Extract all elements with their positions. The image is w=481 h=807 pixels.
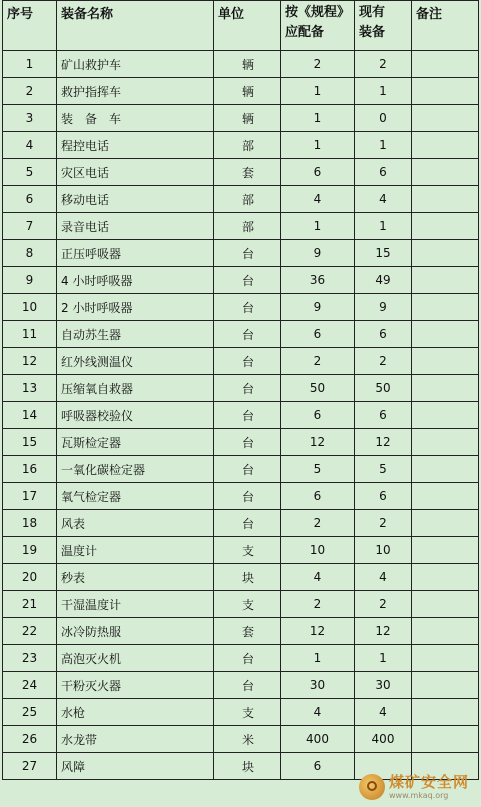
header-required [281,1,355,51]
row-current: 2 [355,591,412,618]
row-current: 49 [355,267,412,294]
row-name: 录音电话 [57,213,214,240]
row-unit: 台 [214,456,281,483]
row-current: 12 [355,429,412,456]
row-name: 矿山救护车 [57,51,214,78]
row-name: 温度计 [57,537,214,564]
row-index: 20 [3,564,57,591]
table-row [3,402,479,429]
watermark-title: 煤矿安全网 [389,772,470,791]
row-remarks [412,645,479,672]
row-unit: 台 [214,483,281,510]
row-remarks [412,591,479,618]
table-row [3,645,479,672]
row-index: 8 [3,240,57,267]
watermark-text [389,772,470,800]
row-remarks [412,375,479,402]
row-required: 400 [281,726,355,753]
row-current: 50 [355,375,412,402]
row-index: 5 [3,159,57,186]
row-remarks [412,456,479,483]
header-current-line1: 现有 [359,5,386,20]
header-remarks: 备注 [412,1,479,51]
row-current: 1 [355,78,412,105]
table-row [3,537,479,564]
header-required-line2: 应配备 [285,25,325,40]
row-current: 2 [355,510,412,537]
row-name: 水枪 [57,699,214,726]
row-current: 1 [355,645,412,672]
row-unit: 辆 [214,105,281,132]
row-required: 6 [281,483,355,510]
row-unit: 台 [214,240,281,267]
row-index: 10 [3,294,57,321]
table-row [3,132,479,159]
table-row [3,726,479,753]
row-required: 6 [281,159,355,186]
row-required: 9 [281,294,355,321]
row-name: 灾区电话 [57,159,214,186]
row-required: 4 [281,564,355,591]
row-remarks [412,186,479,213]
header-current [355,1,412,51]
table-row [3,699,479,726]
row-index: 22 [3,618,57,645]
row-unit: 台 [214,510,281,537]
row-required: 6 [281,321,355,348]
row-current: 6 [355,402,412,429]
row-unit: 台 [214,267,281,294]
watermark-logo-icon [359,774,385,800]
table-row [3,429,479,456]
row-required: 50 [281,375,355,402]
row-required: 2 [281,51,355,78]
table-row [3,375,479,402]
table-row [3,105,479,132]
table-row [3,267,479,294]
row-name: 救护指挥车 [57,78,214,105]
row-unit: 台 [214,645,281,672]
row-name: 瓦斯检定器 [57,429,214,456]
row-remarks [412,159,479,186]
row-current: 400 [355,726,412,753]
row-index: 3 [3,105,57,132]
row-unit: 米 [214,726,281,753]
row-name: 装 备 车 [57,105,214,132]
table-body [3,51,479,780]
row-remarks [412,267,479,294]
row-current: 10 [355,537,412,564]
row-required: 12 [281,429,355,456]
row-remarks [412,213,479,240]
row-current: 1 [355,213,412,240]
row-unit: 支 [214,699,281,726]
row-remarks [412,132,479,159]
table-row [3,348,479,375]
row-name: 正压呼吸器 [57,240,214,267]
row-name: 2 小时呼吸器 [57,294,214,321]
row-index: 12 [3,348,57,375]
row-index: 7 [3,213,57,240]
row-remarks [412,537,479,564]
table-row [3,321,479,348]
row-required: 30 [281,672,355,699]
table-row [3,483,479,510]
row-remarks [412,726,479,753]
row-name: 一氧化碳检定器 [57,456,214,483]
row-index: 23 [3,645,57,672]
row-remarks [412,483,479,510]
table-row [3,78,479,105]
row-required: 2 [281,510,355,537]
row-name: 程控电话 [57,132,214,159]
row-index: 15 [3,429,57,456]
table-row [3,213,479,240]
row-unit: 部 [214,213,281,240]
row-name: 风表 [57,510,214,537]
row-required: 1 [281,105,355,132]
row-unit: 支 [214,537,281,564]
header-required-line1: 按《规程》 [285,5,351,20]
row-name: 压缩氧自救器 [57,375,214,402]
table-row [3,510,479,537]
row-index: 25 [3,699,57,726]
row-unit: 部 [214,186,281,213]
row-required: 1 [281,132,355,159]
row-remarks [412,240,479,267]
row-index: 14 [3,402,57,429]
watermark [359,769,477,805]
row-current: 2 [355,348,412,375]
row-remarks [412,672,479,699]
table-row [3,51,479,78]
row-index: 24 [3,672,57,699]
row-required: 6 [281,402,355,429]
row-current: 9 [355,294,412,321]
row-name: 红外线测温仪 [57,348,214,375]
row-required: 1 [281,213,355,240]
row-required: 2 [281,591,355,618]
row-index: 13 [3,375,57,402]
row-current: 4 [355,564,412,591]
row-index: 27 [3,753,57,780]
row-index: 16 [3,456,57,483]
row-current: 6 [355,159,412,186]
row-current: 6 [355,483,412,510]
row-name: 冰冷防热服 [57,618,214,645]
row-index: 21 [3,591,57,618]
row-remarks [412,348,479,375]
header-name: 装备名称 [57,1,214,51]
row-current: 12 [355,618,412,645]
row-index: 11 [3,321,57,348]
row-name: 高泡灭火机 [57,645,214,672]
row-index: 26 [3,726,57,753]
row-unit: 块 [214,564,281,591]
row-index: 2 [3,78,57,105]
table-row [3,456,479,483]
row-name: 干粉灭火器 [57,672,214,699]
row-current: 15 [355,240,412,267]
row-remarks [412,402,479,429]
row-remarks [412,321,479,348]
row-unit: 台 [214,429,281,456]
row-unit: 支 [214,591,281,618]
table-row [3,186,479,213]
row-index: 4 [3,132,57,159]
row-required: 1 [281,78,355,105]
row-name: 4 小时呼吸器 [57,267,214,294]
header-current-line2: 装备 [359,25,386,40]
row-required: 2 [281,348,355,375]
header-index: 序号 [3,1,57,51]
row-remarks [412,51,479,78]
row-required: 36 [281,267,355,294]
row-current: 5 [355,456,412,483]
row-remarks [412,294,479,321]
row-index: 9 [3,267,57,294]
row-required: 1 [281,645,355,672]
row-unit: 块 [214,753,281,780]
watermark-url: www.mkaq.org [389,790,449,800]
row-name: 风障 [57,753,214,780]
row-remarks [412,618,479,645]
table-row [3,618,479,645]
row-unit: 台 [214,294,281,321]
row-unit: 台 [214,321,281,348]
table-row [3,672,479,699]
row-name: 自动苏生器 [57,321,214,348]
row-current: 30 [355,672,412,699]
row-required: 9 [281,240,355,267]
row-index: 1 [3,51,57,78]
row-unit: 台 [214,348,281,375]
row-remarks [412,429,479,456]
table-row [3,591,479,618]
row-current: 6 [355,321,412,348]
row-remarks [412,78,479,105]
row-index: 6 [3,186,57,213]
row-name: 秒表 [57,564,214,591]
row-current: 4 [355,186,412,213]
row-unit: 部 [214,132,281,159]
row-name: 移动电话 [57,186,214,213]
row-name: 水龙带 [57,726,214,753]
row-unit: 辆 [214,51,281,78]
row-name: 氧气检定器 [57,483,214,510]
row-name: 干湿温度计 [57,591,214,618]
row-unit: 辆 [214,78,281,105]
table-row [3,240,479,267]
row-current: 2 [355,51,412,78]
header-row [3,1,479,51]
row-required: 6 [281,753,355,780]
row-unit: 台 [214,402,281,429]
row-index: 17 [3,483,57,510]
equipment-table [2,0,479,780]
row-name: 呼吸器校验仪 [57,402,214,429]
row-unit: 套 [214,159,281,186]
row-unit: 台 [214,672,281,699]
row-required: 4 [281,699,355,726]
row-remarks [412,105,479,132]
row-current: 4 [355,699,412,726]
row-required: 5 [281,456,355,483]
row-remarks [412,510,479,537]
header-unit: 单位 [214,1,281,51]
row-index: 19 [3,537,57,564]
row-required: 4 [281,186,355,213]
row-remarks [412,699,479,726]
row-unit: 套 [214,618,281,645]
table-row [3,294,479,321]
row-required: 10 [281,537,355,564]
row-required: 12 [281,618,355,645]
table-row [3,564,479,591]
row-current: 1 [355,132,412,159]
row-index: 18 [3,510,57,537]
table-row [3,159,479,186]
row-current: 0 [355,105,412,132]
row-unit: 台 [214,375,281,402]
row-remarks [412,564,479,591]
